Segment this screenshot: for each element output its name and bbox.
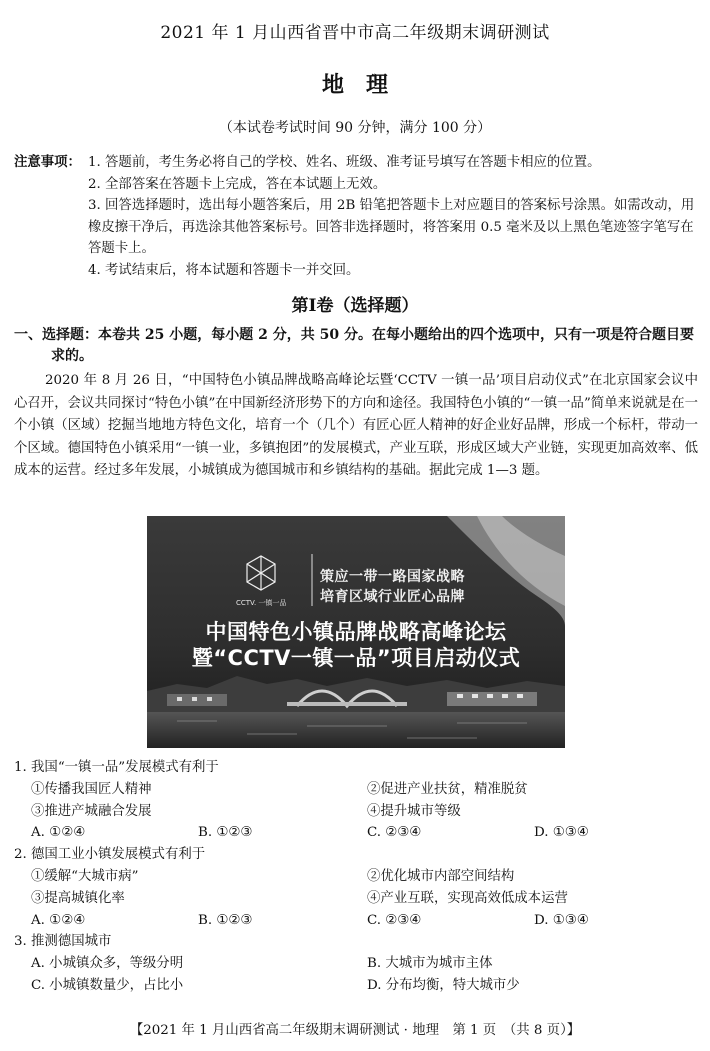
banner-slogan-line-2: 培育区域行业匠心品牌 — [320, 589, 465, 605]
answer-row — [14, 910, 704, 932]
statement-option: ②促进产业扶贫，精准脱贫 — [367, 781, 528, 797]
page-footer: 【2021 年 1 月山西省高二年级期末调研测试 · 地理 第 1 页 （共 8 页）】 — [129, 1023, 581, 1038]
option-row — [14, 888, 704, 910]
answer-row — [14, 953, 704, 975]
section-heading-line-1: 一、选择题：本卷共 25 小题，每小题 2 分，共 50 分。在每小题给出的四个选项中，只有一项是符合题目要 — [14, 327, 694, 343]
answer-choice-a: A. ①②④ — [31, 825, 86, 841]
exam-title: 2021 年 1 月山西省晋中市高二年级期末调研测试 — [160, 23, 550, 43]
notice-label: 注意事项： — [14, 154, 81, 170]
passage-text: 2020 年 8 月 26 日，“中国特色小镇品牌战略高峰论坛暨‘CCTV 一镇一品’项目启动仪式”在北京国家会议中心召开，会议共同探讨“特色小镇”在中国新经济形势下的方向和途径。我国特色小镇的“一镇一品”简单来说就是在一个小镇（区域）挖掘当地地方特色文化，培育一个（几个）有匠心匠人精神的好企业好品牌，形成一个标杆，带动一个区域。德国特色小镇采用“一镇一业，多镇抱团”的发展模式，产业互联，形成区域大产业链，实现更加高效率、低成本的运营。经过多年发展，小城镇成为德国城市和乡镇结构的基础。据此完成 1—3 题。 — [14, 373, 698, 479]
statement-option: ③提高城镇化率 — [31, 890, 125, 906]
answer-choice-b: B. ①②③ — [198, 825, 253, 841]
part-title: 第Ⅰ卷（选择题） — [291, 296, 419, 316]
question-stem: 1. 我国“一镇一品”发展模式有利于 — [14, 760, 219, 775]
section-heading-line-2: 求的。 — [51, 348, 93, 364]
question-1 — [14, 757, 704, 844]
notice-text-1: 1. 答题前，考生务必将自己的学校、姓名、班级、准考证号填写在答题卡相应的位置。 — [88, 155, 601, 170]
question-stem: 2. 德国工业小镇发展模式有利于 — [14, 847, 206, 863]
banner-forum-title-line-1: 中国特色小镇品牌战略高峰论坛 — [205, 620, 507, 644]
answer-choice-c: C. 小城镇数量少，占比小 — [31, 977, 184, 993]
answer-choice-d: D. ①③④ — [534, 825, 589, 841]
option-row — [14, 801, 704, 823]
banner-slogan-line-1: 策应一带一路国家战略 — [320, 569, 465, 585]
notice-item-4 — [14, 260, 704, 282]
question-3 — [14, 931, 704, 996]
duration-note: （本试卷考试时间 90 分钟，满分 100 分） — [218, 120, 492, 136]
statement-option: ③推进产城融合发展 — [31, 803, 152, 819]
answer-choice-b: B. ①②③ — [198, 912, 253, 928]
option-row — [14, 866, 704, 888]
answer-choice-c: C. ②③④ — [367, 912, 422, 928]
question-stem: 3. 推测德国城市 — [14, 934, 112, 950]
answer-choice-d: D. ①③④ — [534, 912, 589, 928]
subject-title: 地理 — [321, 72, 410, 98]
banner-forum-title-line-2: 暨“CCTV一镇一品”项目启动仪式 — [191, 646, 521, 670]
statement-option: ①缓解“大城市病” — [31, 868, 139, 884]
notice-item-3 — [14, 195, 704, 260]
notice-block — [14, 152, 704, 281]
answer-choice-d: D. 分布均衡，特大城市少 — [367, 977, 520, 993]
option-row — [14, 779, 704, 801]
notice-text-3: 3. 回答选择题时，选出每小题答案后，用 2B 铅笔把答题卡上对应题目的答案标号涂黑。如需改动，用橡皮擦干净后，再选涂其他答案标号。回答非选择题时，将答案用 0.5 毫米及以上黑色笔迹签字笔写在答题卡上。 — [88, 198, 695, 256]
question-2 — [14, 844, 704, 931]
notice-item-2 — [14, 174, 704, 196]
answer-choice-b: B. 大城市为城市主体 — [367, 956, 493, 972]
section-heading — [14, 325, 698, 367]
statement-option: ④产业互联，实现高效低成本运营 — [367, 890, 568, 906]
answer-row — [14, 975, 704, 997]
answer-choice-a: A. 小城镇众多，等级分明 — [31, 956, 184, 972]
statement-option: ④提升城市等级 — [367, 803, 461, 819]
cctv-logo-text: CCTV. 一镇一品 — [236, 599, 287, 607]
notice-text-2: 2. 全部答案在答题卡上完成，答在本试题上无效。 — [88, 176, 387, 192]
notice-item-1 — [14, 152, 704, 174]
statement-option: ①传播我国匠人精神 — [31, 781, 152, 797]
answer-row — [14, 822, 704, 844]
question-list — [14, 757, 704, 997]
answer-choice-c: C. ②③④ — [367, 825, 422, 841]
statement-option: ②优化城市内部空间结构 — [367, 868, 515, 884]
notice-text-4: 4. 考试结束后，将本试题和答题卡一并交回。 — [88, 262, 360, 278]
answer-choice-a: A. ①②④ — [31, 912, 86, 928]
